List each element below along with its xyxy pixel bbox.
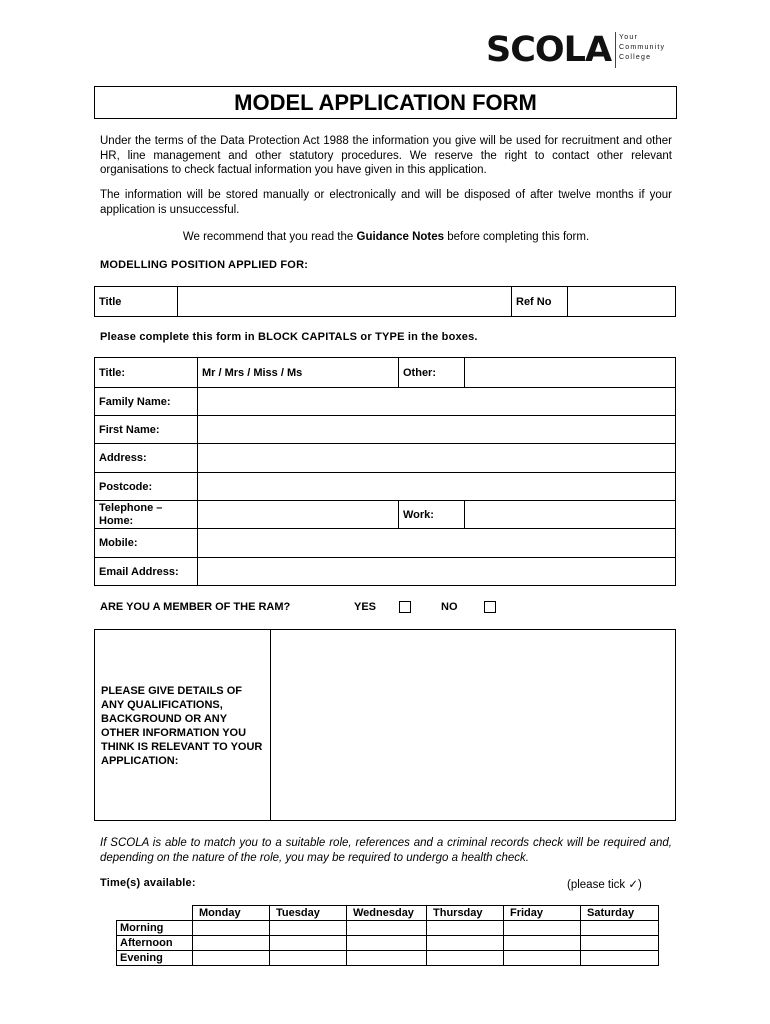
form-title: MODEL APPLICATION FORM xyxy=(94,86,677,119)
logo-tag-line: Your xyxy=(619,34,638,41)
ram-yes-label: YES xyxy=(354,601,377,613)
logo-word: SCOLA xyxy=(486,30,612,70)
period-label: Morning xyxy=(117,921,193,936)
personal-details-table xyxy=(94,357,676,586)
tick-note: (please tick ✓) xyxy=(567,879,642,891)
title-label: Title: xyxy=(95,358,198,388)
position-table xyxy=(94,286,676,317)
availability-cell[interactable] xyxy=(347,921,427,936)
availability-cell[interactable] xyxy=(193,921,270,936)
other-field[interactable] xyxy=(465,358,676,388)
family-name-label: Family Name: xyxy=(95,388,198,416)
details-box xyxy=(94,629,676,821)
availability-cell[interactable] xyxy=(427,951,504,966)
role-note: If SCOLA is able to match you to a suitable role, references and a criminal records check will be required and, depending on the nature of the role, you may be required to undergo a health check. xyxy=(100,837,672,864)
postcode-label: Postcode: xyxy=(95,473,198,501)
availability-cell[interactable] xyxy=(504,936,581,951)
work-label: Work: xyxy=(399,501,465,529)
day-header: Tuesday xyxy=(270,906,347,921)
availability-cell[interactable] xyxy=(427,936,504,951)
mobile-field[interactable] xyxy=(198,529,676,558)
details-label: PLEASE GIVE DETAILS OF ANY QUALIFICATIONS, BACKGROUND OR ANY OTHER INFORMATION YOU THINK IS RELEVANT TO YOUR APPLICATION: xyxy=(95,630,271,820)
day-header: Monday xyxy=(193,906,270,921)
availability-cell[interactable] xyxy=(504,951,581,966)
family-name-field[interactable] xyxy=(198,388,676,416)
work-field[interactable] xyxy=(465,501,676,529)
logo-tag-line: Community xyxy=(619,44,666,51)
availability-cell[interactable] xyxy=(504,921,581,936)
logo-tag-line: College xyxy=(619,54,652,61)
day-header: Wednesday xyxy=(347,906,427,921)
availability-table xyxy=(116,905,659,966)
telephone-home-label: Telephone – Home: xyxy=(95,501,198,529)
first-name-label: First Name: xyxy=(95,416,198,444)
telephone-home-field[interactable] xyxy=(198,501,399,529)
availability-cell[interactable] xyxy=(193,951,270,966)
email-field[interactable] xyxy=(198,558,676,586)
availability-cell[interactable] xyxy=(270,921,347,936)
availability-cell[interactable] xyxy=(270,936,347,951)
other-label: Other: xyxy=(399,358,465,388)
day-header: Saturday xyxy=(581,906,659,921)
scola-logo xyxy=(486,30,665,70)
email-label: Email Address: xyxy=(95,558,198,586)
period-label: Afternoon xyxy=(117,936,193,951)
recommend-line xyxy=(100,231,672,243)
title-options[interactable]: Mr / Mrs / Miss / Ms xyxy=(198,358,399,388)
ram-no-label: NO xyxy=(441,601,458,613)
position-title-label: Title xyxy=(95,287,178,317)
availability-corner xyxy=(117,906,193,921)
position-title-field[interactable] xyxy=(178,287,512,317)
recommend-text-end: before completing this form. xyxy=(444,231,590,243)
postcode-field[interactable] xyxy=(198,473,676,501)
ref-no-label: Ref No xyxy=(512,287,568,317)
storage-paragraph: The information will be stored manually or electronically and will be disposed of after twelve months if your application is unsuccessful. xyxy=(100,189,672,216)
address-field[interactable] xyxy=(198,444,676,473)
data-protection-paragraph: Under the terms of the Data Protection Act 1988 the information you give will be used for recruitment and other HR, line management and other statutory procedures. We reserve the right to contact other relevant organisations to check factual information you have given in this application. xyxy=(100,135,672,176)
day-header: Thursday xyxy=(427,906,504,921)
availability-cell[interactable] xyxy=(270,951,347,966)
block-capitals-note: Please complete this form in BLOCK CAPITALS or TYPE in the boxes. xyxy=(100,331,478,343)
availability-cell[interactable] xyxy=(581,936,659,951)
ref-no-field[interactable] xyxy=(568,287,676,317)
recommend-text: We recommend that you read the xyxy=(182,231,357,243)
logo-divider xyxy=(615,32,616,68)
ram-question: ARE YOU A MEMBER OF THE RAM? xyxy=(100,601,291,613)
availability-cell[interactable] xyxy=(581,921,659,936)
availability-cell[interactable] xyxy=(347,936,427,951)
position-heading: MODELLING POSITION APPLIED FOR: xyxy=(100,259,309,271)
first-name-field[interactable] xyxy=(198,416,676,444)
period-label: Evening xyxy=(117,951,193,966)
availability-cell[interactable] xyxy=(347,951,427,966)
availability-label: Time(s) available: xyxy=(100,877,196,889)
availability-cell[interactable] xyxy=(193,936,270,951)
logo-tagline xyxy=(619,33,665,63)
details-field[interactable] xyxy=(271,630,675,820)
ram-no-checkbox[interactable] xyxy=(484,601,496,613)
availability-cell[interactable] xyxy=(427,921,504,936)
ram-yes-checkbox[interactable] xyxy=(399,601,411,613)
address-label: Address: xyxy=(95,444,198,473)
day-header: Friday xyxy=(504,906,581,921)
mobile-label: Mobile: xyxy=(95,529,198,558)
availability-cell[interactable] xyxy=(581,951,659,966)
guidance-notes-text: Guidance Notes xyxy=(356,231,445,243)
